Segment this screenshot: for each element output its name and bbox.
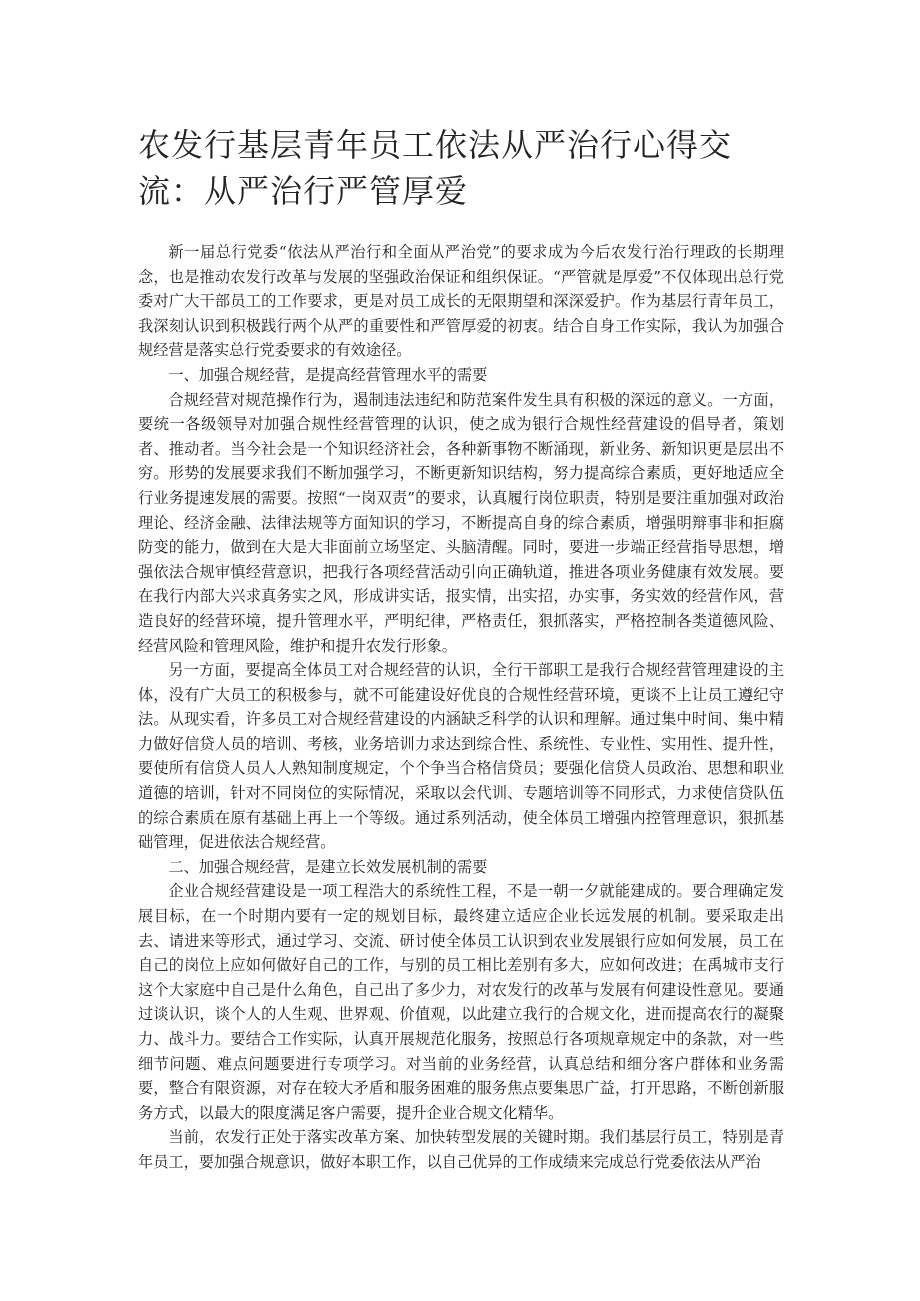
document-page	[138, 122, 784, 1175]
section-heading-1: 一、加强合规经营，是提高经营管理水平的需要	[168, 365, 488, 384]
intro-paragraph: 新一届总行党委“依法从严治行和全面从严治党”的要求成为今后农发行治行理政的长期理念，也是推动农发行改革与发展的坚强政治保证和组织保证。“严管就是厚爱”不仅体现出总行党委对广大干部员工的工作要求，更是对员工成长的无限期望和深深爱护。作为基层行青年员工，我深刻认识到积极践行两个从严的重要性和严管厚爱的初衷。结合自身工作实际，我认为加强合规经营是落实总行党委要求的有效途径。	[138, 243, 784, 360]
document-title: 农发行基层青年员工依法从严治行心得交流：从严治行严管厚爱	[138, 126, 733, 210]
body-paragraph: 另一方面，要提高全体员工对合规经营的认识，全行干部职工是我行合规经营管理建设的主体，没有广大员工的积极参与，就不可能建设好优良的合规性经营环境，更谈不上让员工遵纪守法。从现实看，许多员工对合规经营建设的内涵缺乏科学的认识和理解。通过集中时间、集中精力做好信贷人员的培训、考核，业务培训力求达到综合性、系统性、专业性、实用性、提升性，要使所有信贷人员人人熟知制度规定，个个争当合格信贷员；要强化信贷人员政治、思想和职业道德的培训，针对不同岗位的实际情况，采取以会代训、专题培训等不同形式，力求使信贷队伍的综合素质在原有基础上再上一个等级。通过系列活动，使全体员工增强内控管理意识，狠抓基础管理，促进依法合规经营。	[138, 661, 784, 852]
body-paragraph: 合规经营对规范操作行为，遏制违法违纪和防范案件发生具有积极的深远的意义。一方面，要统一各级领导对加强合规性经营管理的认识，使之成为银行合规性经营建设的倡导者，策划者、推动者。当今社会是一个知识经济社会，各种新事物不断涌现，新业务、新知识更是层出不穷。形势的发展要求我们不断加强学习，不断更新知识结构，努力提高综合素质，更好地适应全行业务提速发展的需要。按照“一岗双责”的要求，认真履行岗位职责，特别是要注重加强对政治理论、经济金融、法律法规等方面知识的学习，不断提高自身的综合素质，增强明辩事非和拒腐防变的能力，做到在大是大非面前立场坚定、头脑清醒。同时，要进一步端正经营指导思想，增强依法合规审慎经营意识，把我行各项经营活动引向正确轨道，推进各项业务健康有效发展。要在我行内部大兴求真务实之风，形成讲实话，报实情，出实招，办实事，务实效的经营作风，营造良好的经营环境，提升管理水平，严明纪律，严格责任，狠抓落实，严格控制各类道德风险、经营风险和管理风险，维护和提升农发行形象。	[138, 390, 784, 655]
body-paragraph: 企业合规经营建设是一项工程浩大的系统性工程，不是一朝一夕就能建成的。要合理确定发展目标，在一个时期内要有一定的规划目标，最终建立适应企业长远发展的机制。要采取走出去、请进来等形式，通过学习、交流、研讨使全体员工认识到农业发展银行应如何发展，员工在自己的岗位上应如何做好自己的工作，与别的员工相比差别有多大，应如何改进；在禹城市支行这个大家庭中自己是什么角色，自己出了多少力，对农发行的改革与发展有何建设性意见。要通过谈认识，谈个人的人生观、世界观、价值观，以此建立我行的合规文化，进而提高农行的凝聚力、战斗力。要结合工作实际，认真开展规范化服务，按照总行各项规章规定中的条款，对一些细节问题、难点问题要进行专项学习。对当前的业务经营，认真总结和细分客户群体和业务需要，整合有限资源，对存在较大矛盾和服务困难的服务焦点要集思广益，打开思路，不断创新服务方式，以最大的限度满足客户需要，提升企业合规文化精华。	[138, 882, 784, 1122]
body-paragraph: 当前，农发行正处于落实改革方案、加快转型发展的关键时期。我们基层行员工，特别是青年员工，要加强合规意识，做好本职工作，以自己优异的工作成绩来完成总行党委依法从严治	[138, 1128, 784, 1171]
section-heading-2: 二、加强合规经营，是建立长效发展机制的需要	[168, 857, 488, 876]
